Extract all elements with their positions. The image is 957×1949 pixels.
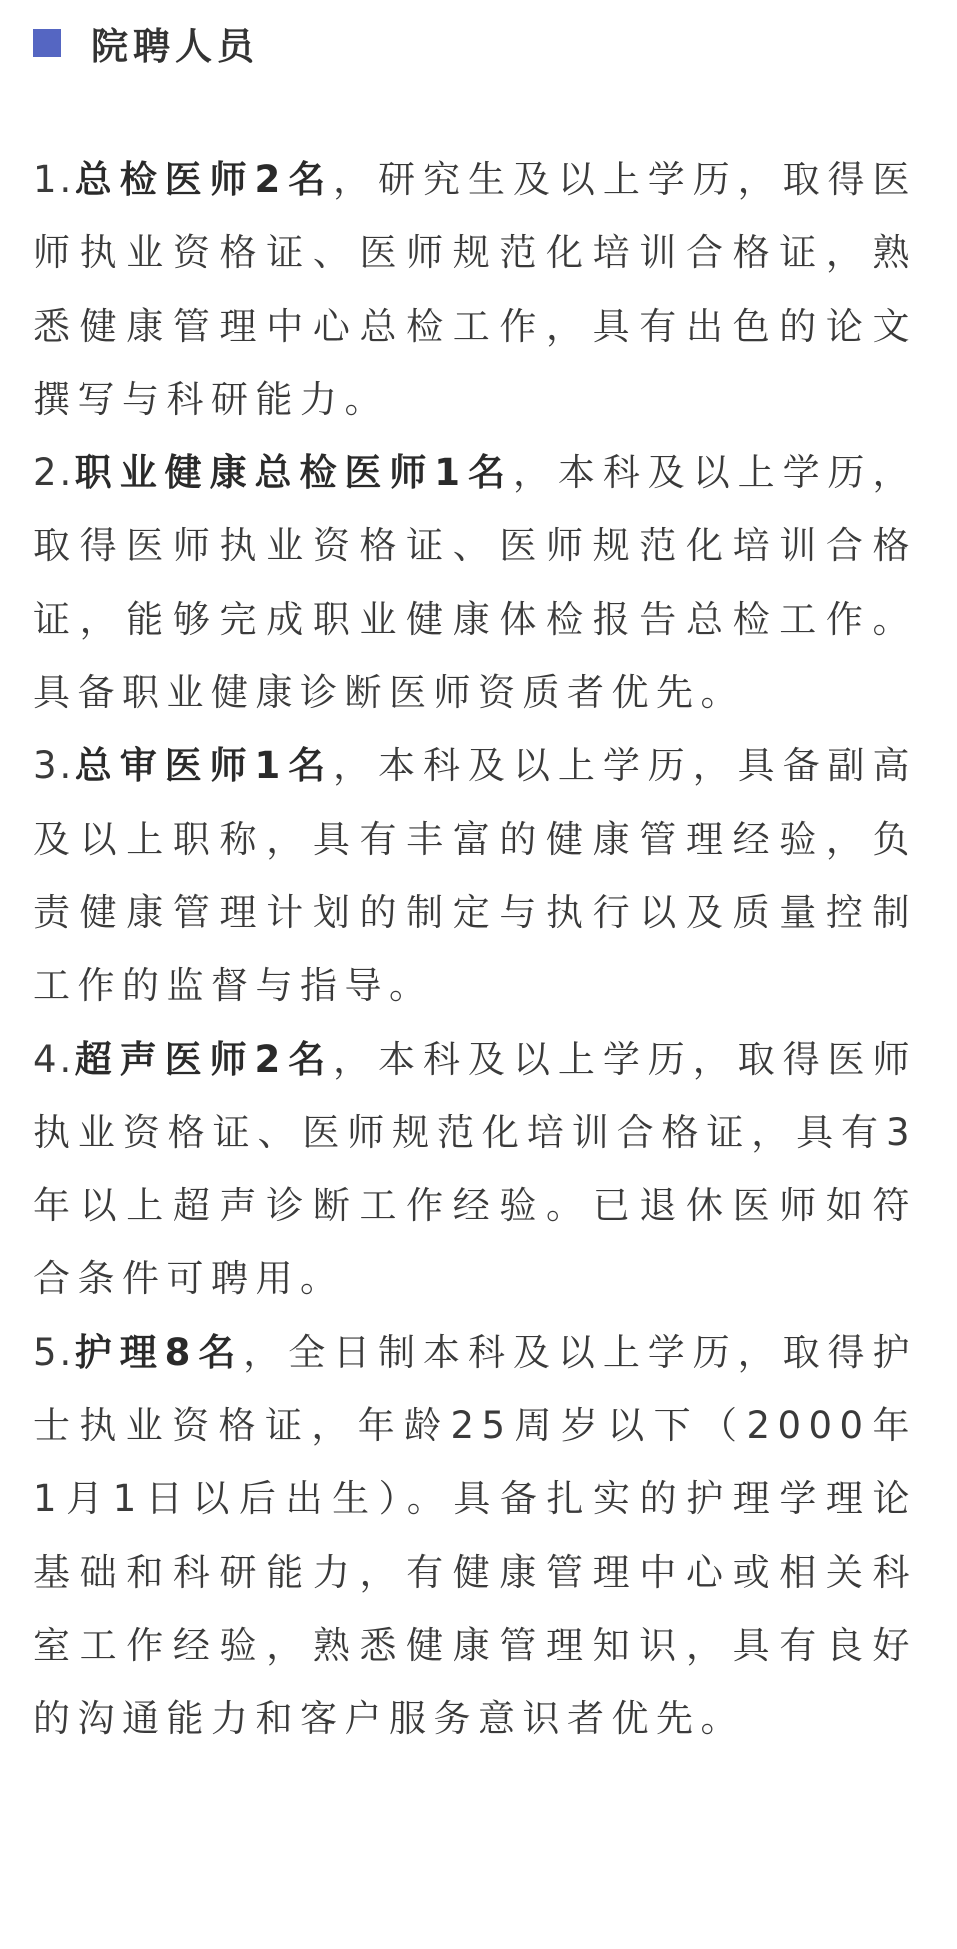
list-item xyxy=(33,143,917,436)
section-marker xyxy=(33,29,61,57)
item-role: 超声医师2名 xyxy=(74,1037,334,1081)
list-item xyxy=(33,729,917,1022)
item-role: 总审医师1名 xyxy=(74,744,334,788)
item-number: 1. xyxy=(33,158,75,201)
item-number: 3. xyxy=(33,744,75,788)
item-description: ，研究生及以上学历，取得医师执业资格证、医师规范化培训合格证，熟悉健康管理中心总检工作，具有出色的论文撰写与科研能力。 xyxy=(33,158,918,421)
item-description: ，本科及以上学历，取得医师执业资格证、医师规范化培训合格证，具有3年以上超声诊断工作经验。已退休医师如符合条件可聘用。 xyxy=(33,1037,918,1301)
list-item xyxy=(33,1316,917,1756)
item-role: 总检医师2名 xyxy=(74,158,334,201)
section-header xyxy=(33,18,259,68)
recruitment-list xyxy=(33,143,917,1756)
item-description: ，本科及以上学历，取得医师执业资格证、医师规范化培训合格证，能够完成职业健康体检报告总检工作。具备职业健康诊断医师资质者优先。 xyxy=(33,451,918,715)
item-role: 护理8名 xyxy=(74,1330,244,1374)
item-number: 4. xyxy=(33,1037,75,1081)
item-description: ，本科及以上学历，具备副高及以上职称，具有丰富的健康管理经验，负责健康管理计划的制定与执行以及质量控制工作的监督与指导。 xyxy=(33,744,918,1008)
section-title: 院聘人员 xyxy=(91,25,259,68)
item-number: 5. xyxy=(33,1330,75,1374)
item-role: 职业健康总检医师1名 xyxy=(74,451,513,495)
item-number: 2. xyxy=(33,451,75,495)
list-item xyxy=(33,436,917,729)
list-item xyxy=(33,1023,917,1316)
item-description: ，全日制本科及以上学历，取得护士执业资格证，年龄25周岁以下（2000年1月1日以后出生）。具备扎实的护理学理论基础和科研能力，有健康管理中心或相关科室工作经验，熟悉健康管理知识，具有良好的沟通能力和客户服务意识者优先。 xyxy=(33,1330,917,1741)
